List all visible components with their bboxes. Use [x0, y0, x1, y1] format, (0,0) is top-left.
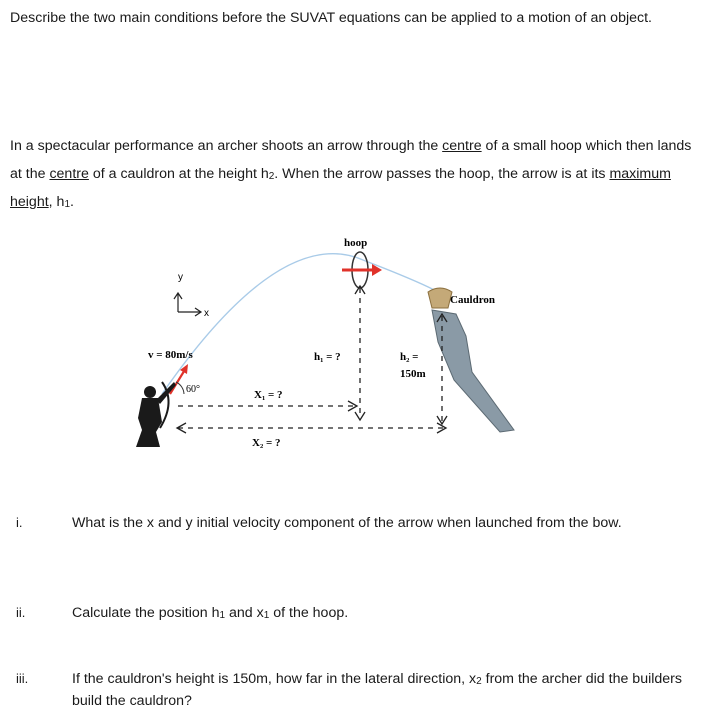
- scenario-text-1: In a spectacular performance an archer shoots an arrow through the: [10, 138, 443, 154]
- intro-question-text: Describe the two main conditions before the SUVAT equations can be applied to a motion of an object.: [10, 10, 652, 26]
- question-ii-text-b: and x: [225, 605, 264, 621]
- scenario-text-4: . When the arrow passes the hoop, the arrow is at its: [274, 166, 610, 182]
- question-iii-text: [72, 668, 682, 712]
- scenario-centre-1: centre: [442, 138, 482, 154]
- cauldron-bowl: [428, 288, 452, 308]
- question-ii-sub-b: 1: [263, 610, 270, 621]
- question-ii-sub-a: 1: [219, 610, 226, 621]
- question-ii-text-c: of the hoop.: [269, 605, 349, 621]
- h1-label: h₁ = ?: [314, 351, 341, 363]
- h2-value: 150m: [400, 368, 426, 380]
- question-i-text: What is the x and y initial velocity component of the arrow when launched from the bow.: [72, 515, 622, 531]
- scenario-max-height: maximum height: [10, 166, 671, 210]
- cauldron-tower: [432, 310, 514, 432]
- axis-x-label: x: [204, 308, 209, 319]
- scenario-sub-2: 2: [268, 171, 275, 182]
- x2-label: X₂ = ?: [252, 437, 281, 449]
- trajectory-curve: [162, 254, 438, 394]
- scenario-text-5: , h: [48, 194, 65, 210]
- scenario-text-6: .: [70, 194, 74, 210]
- x1-label: X₁ = ?: [254, 389, 283, 401]
- h1-arrowhead-bottom: [355, 412, 365, 420]
- velocity-label: v = 80m/s: [148, 349, 193, 361]
- angle-label: 60°: [186, 384, 200, 395]
- cauldron-label: Cauldron: [450, 294, 496, 306]
- scenario-text-2: of a small hoop which then lands at the: [10, 138, 692, 182]
- question-i: [0, 512, 726, 560]
- scenario-text-3: of a cauldron at the height h: [88, 166, 269, 182]
- scenario-centre-2: centre: [49, 166, 89, 182]
- question-i-number: i.: [16, 515, 23, 530]
- question-iii-sub-a: 2: [476, 676, 482, 687]
- question-ii-text-a: Calculate the position h: [72, 605, 220, 621]
- axis-y-arrow: [174, 293, 182, 312]
- projectile-diagram: [120, 232, 540, 462]
- question-iii-text-b: from the archer did the builders build the cauldron?: [72, 671, 682, 709]
- axis-y-label: y: [178, 272, 183, 283]
- axis-x-arrow: [178, 308, 201, 316]
- question-ii: [0, 602, 726, 626]
- question-iii: [0, 668, 726, 716]
- scenario-paragraph: [10, 132, 700, 216]
- question-iii-number: iii.: [16, 671, 29, 686]
- h2-label: h₂ =: [400, 351, 419, 363]
- question-ii-number: ii.: [16, 605, 26, 620]
- question-ii-text: [72, 602, 682, 624]
- archer-figure: [136, 382, 176, 447]
- intro-question: [10, 4, 700, 32]
- question-iii-text-a: If the cauldron's height is 150m, how far in the lateral direction, x: [72, 671, 477, 687]
- hoop-label: hoop: [344, 237, 368, 249]
- scenario-sub-1: 1: [64, 199, 70, 210]
